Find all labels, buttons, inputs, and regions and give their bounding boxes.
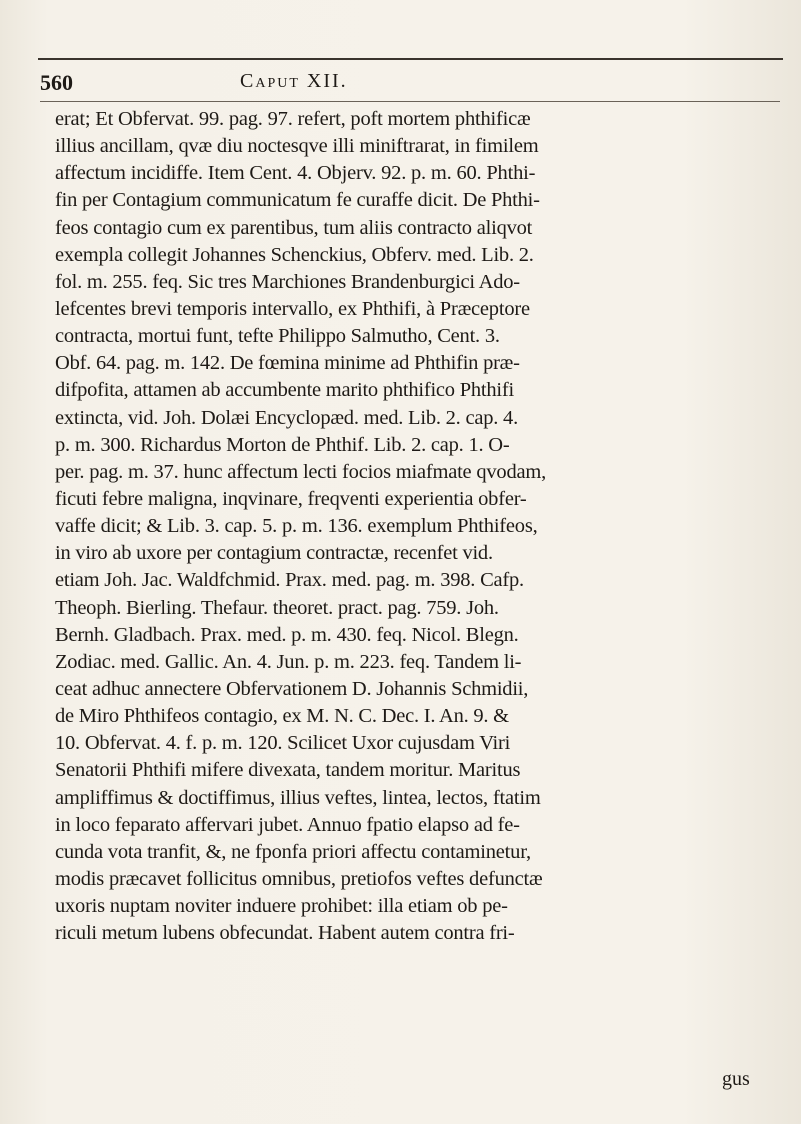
text-line: lefcentes brevi temporis intervallo, ex Phthifi, à Præceptore: [55, 297, 530, 320]
text-line: de Miro Phthifeos contagio, ex M. N. C. Dec. I. An. 9. &: [55, 705, 509, 728]
text-line: ficuti febre maligna, inqvinare, freqventi experientia obfer-: [55, 487, 527, 510]
top-rule: [38, 58, 783, 60]
text-line: difpofita, attamen ab accumbente marito phthifico Phthifi: [55, 379, 514, 402]
text-line: riculi metum lubens obfecundat. Habent autem contra fri-: [55, 922, 515, 945]
page-header: [40, 70, 780, 100]
text-line: Zodiac. med. Gallic. An. 4. Jun. p. m. 223. feq. Tandem li-: [55, 650, 522, 673]
text-line: fol. m. 255. feq. Sic tres Marchiones Brandenburgici Ado-: [55, 270, 520, 293]
body-text: [55, 106, 790, 947]
text-line: illius ancillam, qvæ diu noctesqve illi miniftrarat, in fimilem: [55, 135, 539, 158]
catchword: gus: [722, 1068, 750, 1090]
text-line: cunda vota tranfit, &, ne fponfa priori affectu contaminetur,: [55, 840, 531, 863]
text-line: contracta, mortui funt, tefte Philippo Salmutho, Cent. 3.: [55, 325, 500, 348]
text-line: vaffe dicit; & Lib. 3. cap. 5. p. m. 136. exemplum Phthifeos,: [55, 515, 538, 538]
text-line: feos contagio cum ex parentibus, tum aliis contracto aliqvot: [55, 216, 533, 239]
text-line: modis præcavet follicitus omnibus, pretiofos veftes defunctæ: [55, 867, 543, 890]
text-line: ampliffimus & doctiffimus, illius veftes, lintea, lectos, ftatim: [55, 786, 541, 809]
text-line: uxoris nuptam noviter induere prohibet: illa etiam ob pe-: [55, 895, 508, 918]
running-head: Caput XII.: [240, 70, 348, 92]
text-line: Bernh. Gladbach. Prax. med. p. m. 430. feq. Nicol. Blegn.: [55, 623, 519, 646]
text-line: affectum incidiffe. Item Cent. 4. Objerv. 92. p. m. 60. Phthi-: [55, 162, 536, 185]
text-line: ceat adhuc annectere Obfervationem D. Johannis Schmidii,: [55, 677, 529, 700]
text-line: etiam Joh. Jac. Waldfchmid. Prax. med. pag. m. 398. Cafp.: [55, 569, 524, 592]
text-line: Theoph. Bierling. Thefaur. theoret. pract. pag. 759. Joh.: [55, 596, 499, 619]
text-line: Obf. 64. pag. m. 142. De fœmina minime ad Phthifin præ-: [55, 352, 520, 375]
text-line: fin per Contagium communicatum fe curaffe dicit. De Phthi-: [55, 189, 540, 212]
text-line: 10. Obfervat. 4. f. p. m. 120. Scilicet Uxor cujusdam Viri: [55, 732, 511, 755]
text-line: per. pag. m. 37. hunc affectum lecti focios miafmate qvodam,: [55, 460, 546, 483]
text-line: in viro ab uxore per contagium contractæ, recenfet vid.: [55, 542, 493, 565]
text-line: in loco feparato affervari jubet. Annuo fpatio elapso ad fe-: [55, 813, 520, 836]
text-line: extincta, vid. Joh. Dolæi Encyclopæd. med. Lib. 2. cap. 4.: [55, 406, 518, 429]
header-rule: [40, 101, 780, 102]
text-line: Senatorii Phthifi mifere divexata, tandem moritur. Maritus: [55, 759, 521, 782]
page-number: 560: [40, 70, 73, 95]
text-line: p. m. 300. Richardus Morton de Phthif. Lib. 2. cap. 1. O-: [55, 433, 510, 456]
text-line: exempla collegit Johannes Schenckius, Obferv. med. Lib. 2.: [55, 243, 534, 266]
text-line: erat; Et Obfervat. 99. pag. 97. refert, poft mortem phthificæ: [55, 108, 531, 130]
